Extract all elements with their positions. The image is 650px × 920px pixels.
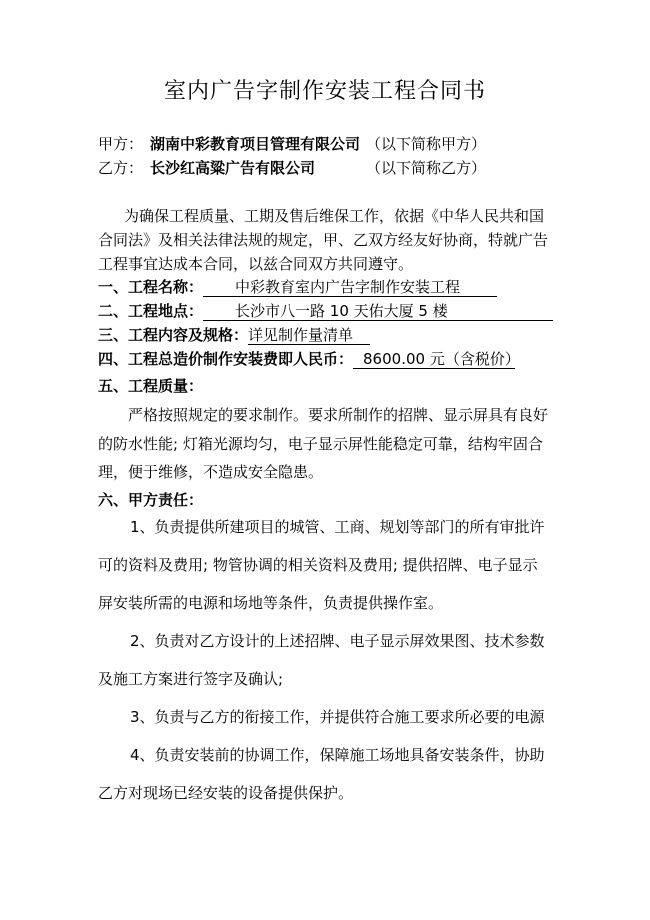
quality-line-3: 理，便于维修，不造成安全隐患。 — [98, 463, 324, 481]
intro-line-1: 为确保工程质量、工期及售后维保工作，依据《中华人民共和国 — [124, 207, 545, 225]
duty-1-line-2: 可的资料及费用; 物管协调的相关资料及费用; 提供招牌、电子显示 — [98, 556, 538, 574]
quality-line-1: 严格按照规定的要求制作。要求所制作的招牌、显示屏具有良好 — [128, 406, 549, 424]
quality-heading: 五、工程质量： — [98, 377, 204, 395]
party-a-role: 甲方： — [98, 135, 144, 153]
duty-2-line-2: 及施工方案进行签字及确认; — [98, 670, 284, 688]
item-project-price — [98, 348, 520, 369]
intro-line-2: 合同法》及相关法律法规的规定，甲、乙双方经友好协商，特就广告 — [98, 231, 549, 249]
project-name-value: 中彩教育室内广告字制作安装工程 — [203, 278, 497, 297]
item-project-name — [98, 276, 497, 297]
project-price-value: 8600.00 元（含税价） — [353, 350, 515, 369]
quality-line-2: 的防水性能; 灯箱光源均匀，电子显示屏性能稳定可靠，结构牢固合 — [98, 435, 543, 453]
duty-2-line-1: 2、负责对乙方设计的上述招牌、电子显示屏效果图、技术参数 — [130, 632, 545, 650]
document-title: 室内广告字制作安装工程合同书 — [163, 79, 486, 104]
intro-line-3: 工程事宜达成本合同，以兹合同双方共同遵守。 — [98, 255, 414, 273]
project-site-value: 长沙市八一路 10 天佑大厦 5 楼 — [203, 302, 553, 321]
project-site-label: 二、工程地点： — [98, 302, 204, 320]
duty-1-line-1: 1、负责提供所建项目的城管、工商、规划等部门的所有审批许 — [130, 518, 545, 536]
duty-4-line-1: 4、负责安装前的协调工作，保障施工场地具备安装条件，协助 — [130, 746, 545, 764]
duty-3-line-1: 3、负责与乙方的衔接工作，并提供符合施工要求所必要的电源 — [130, 708, 545, 726]
party-a-abbr: （以下简称甲方） — [366, 135, 487, 153]
project-name-label: 一、工程名称： — [98, 278, 204, 296]
duty-4-line-2: 乙方对现场已经安装的设备提供保护。 — [98, 784, 354, 802]
item-project-content — [98, 324, 370, 345]
party-b-abbr: （以下简称乙方） — [366, 159, 487, 177]
project-content-label: 三、工程内容及规格： — [98, 326, 249, 344]
party-b-name: 长沙红高粱广告有限公司 — [150, 159, 316, 177]
item-project-site — [98, 300, 553, 321]
project-price-label: 四、工程总造价制作安装费即人民币： — [98, 350, 354, 368]
project-content-value: 详见制作量清单 — [248, 326, 370, 345]
party-a-duties-heading: 六、甲方责任： — [98, 491, 204, 509]
party-b-role: 乙方： — [98, 159, 144, 177]
party-a-name: 湖南中彩教育项目管理有限公司 — [150, 135, 361, 153]
duty-1-line-3: 屏安装所需的电源和场地等条件，负责提供操作室。 — [98, 594, 444, 612]
